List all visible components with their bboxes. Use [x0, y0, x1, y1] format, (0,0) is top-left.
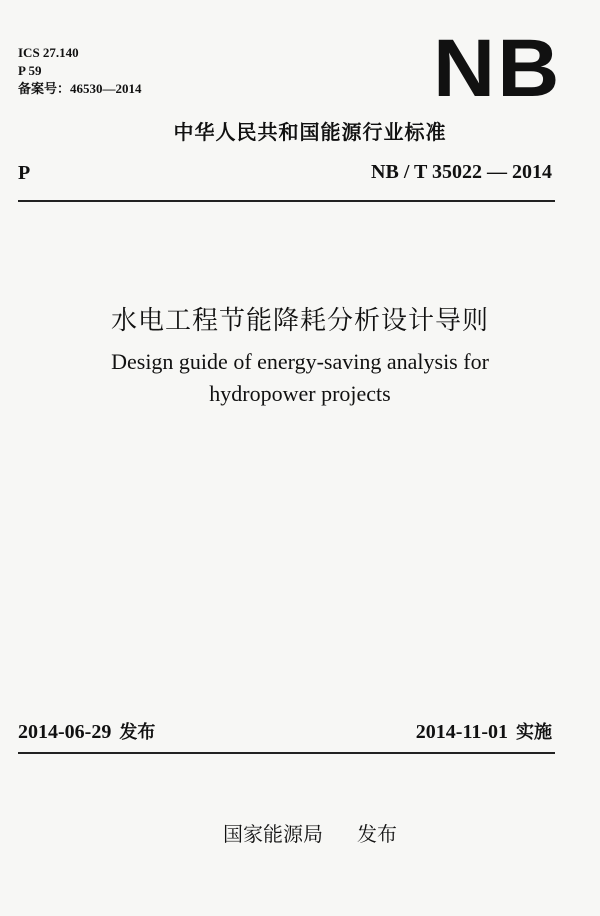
issuer-name: 国家能源局 — [223, 822, 323, 846]
title-chinese: 水电工程节能降耗分析设计导则 — [110, 306, 489, 336]
issuer-block — [0, 818, 600, 847]
ics-code: ICS 27.140 — [18, 45, 79, 60]
publish-date-block — [18, 718, 155, 744]
top-divider — [18, 200, 555, 202]
class-code: P 59 — [18, 63, 42, 78]
record-number: 备案号：46530—2014 — [18, 81, 142, 96]
category-letter: P — [18, 162, 31, 184]
title-english-line-2: hydropower projects — [209, 381, 391, 406]
effective-label: 实施 — [516, 722, 552, 743]
metadata-block — [18, 44, 142, 98]
effective-date-block — [416, 718, 552, 744]
bottom-divider — [18, 752, 555, 754]
title-english — [0, 346, 600, 410]
nb-logo: NB — [432, 23, 562, 114]
effective-date: 2014-11-01 — [415, 721, 508, 743]
title-english-line-1: Design guide of energy-saving analysis for — [111, 349, 489, 374]
industry-standard-heading: 中华人民共和国能源行业标准 — [173, 120, 447, 144]
issuer-action: 发布 — [357, 822, 397, 846]
standard-number: NB / T 35022 — 2014 — [371, 161, 552, 183]
publish-date: 2014-06-29 — [18, 721, 112, 743]
publish-label: 发布 — [119, 722, 156, 743]
